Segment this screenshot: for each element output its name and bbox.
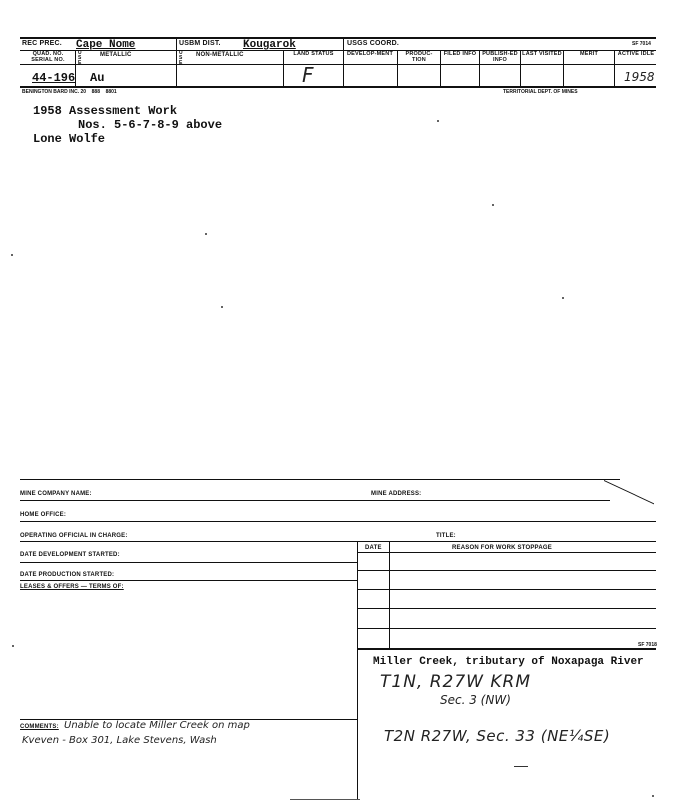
- note-line-1: 1958 Assessment Work: [33, 104, 178, 118]
- printer-line-right: TERRITORIAL DEPT. OF MINES: [503, 89, 578, 95]
- active-idle-value: 1958: [624, 70, 655, 84]
- col-development: DEVELOP-MENT: [346, 51, 394, 57]
- usbm-dist-value: Kougarok: [243, 39, 296, 51]
- mine-address-label: MINE ADDRESS:: [371, 491, 422, 497]
- location-typed: Miller Creek, tributary of Noxapaga River: [373, 656, 644, 668]
- location-hand-line-1: T1N, R27W KRM: [380, 672, 532, 692]
- home-office-label: HOME OFFICE:: [20, 512, 67, 518]
- mine-company-name-label: MINE COMPANY NAME:: [20, 491, 92, 497]
- metallic-value: Au: [90, 71, 105, 85]
- land-status-label: LAND STATUS: [293, 51, 334, 57]
- title-label: TITLE:: [436, 533, 456, 539]
- reason-col-label: REASON FOR WORK STOPPAGE: [452, 545, 552, 551]
- col-production: PRODUC-TION: [405, 51, 433, 63]
- metallic-label: METALLIC: [100, 52, 132, 58]
- date-development-label: DATE DEVELOPMENT STARTED:: [20, 552, 120, 558]
- form-number-bottom: SF 7018: [638, 642, 657, 648]
- comments-hand-line-1: Unable to locate Miller Creek on map: [64, 720, 250, 731]
- form-number-top: SF 7014: [632, 41, 651, 47]
- location-hand-line-2: Sec. 3 (NW): [440, 693, 511, 707]
- land-status-value: F: [302, 63, 314, 87]
- rec-prec-value: Cape Nome: [76, 39, 136, 51]
- comments-hand-line-2: Kveven - Box 301, Lake Stevens, Wash: [22, 735, 217, 746]
- comments-label: COMMENTS:: [20, 724, 59, 730]
- quad-serial-value: 44-196: [32, 71, 76, 85]
- col-merit: MERIT: [579, 51, 599, 57]
- col-active-idle: ACTIVE IDLE: [617, 51, 655, 57]
- usgs-coord-label: USGS COORD.: [347, 40, 399, 47]
- printer-line-left: BENINGTON BARD INC. 20 888 8801: [22, 89, 117, 95]
- rec-prec-label: REC PREC.: [22, 40, 62, 47]
- quad-serial-label: QUAD. NO. SERIAL NO.: [31, 51, 65, 63]
- col-last-visited: LAST VISITED: [522, 51, 562, 57]
- location-hand-line-3: T2N R27W, Sec. 33 (NE¼SE): [384, 727, 611, 745]
- col-filed-info: FILED INFO: [443, 51, 477, 57]
- use-right-label: U S E: [179, 50, 183, 66]
- leases-offers-label: LEASES & OFFERS — TERMS OF:: [20, 584, 124, 590]
- non-metallic-label: NON-METALLIC: [196, 52, 244, 58]
- operating-official-label: OPERATING OFFICIAL IN CHARGE:: [20, 533, 128, 539]
- note-line-2: Nos. 5-6-7-8-9 above: [78, 118, 223, 132]
- usbm-dist-label: USBM DIST.: [179, 40, 221, 47]
- date-col-label: DATE: [365, 545, 382, 551]
- date-production-label: DATE PRODUCTION STARTED:: [20, 572, 115, 578]
- col-published-info: PUBLISH-ED INFO: [482, 51, 518, 63]
- use-left-label: U S E: [78, 50, 82, 66]
- note-line-3: Lone Wolfe: [33, 132, 106, 146]
